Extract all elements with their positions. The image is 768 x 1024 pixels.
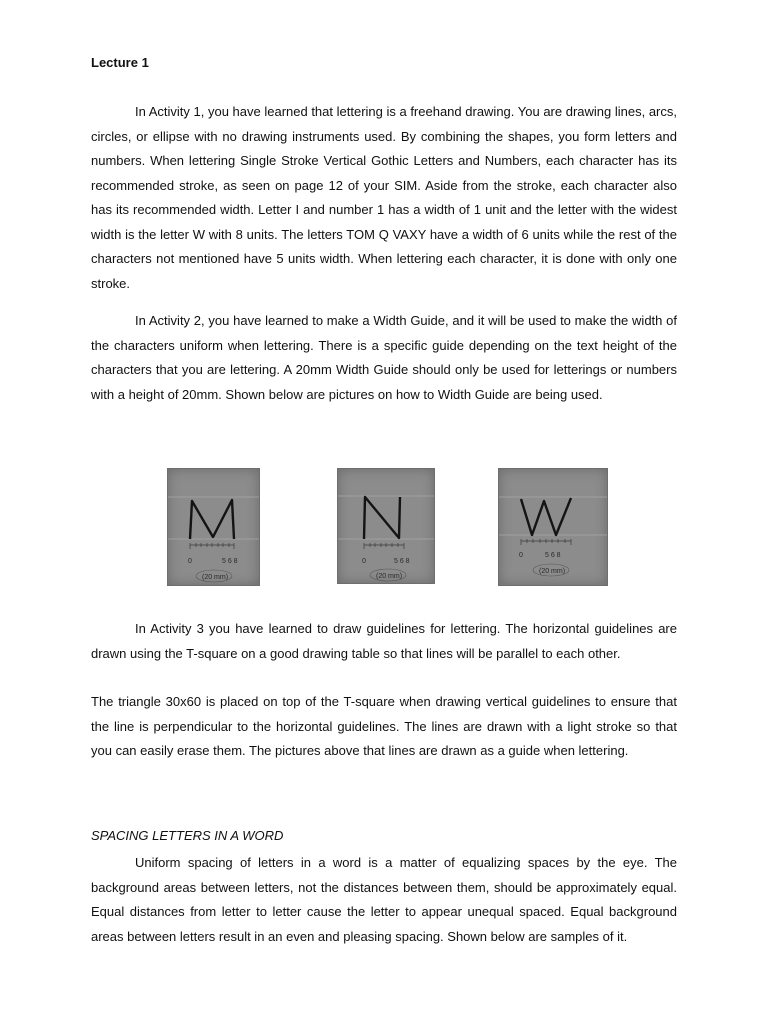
guide-label-n: (20 mm) [376,573,403,580]
letter-w-drawing [499,469,607,585]
svg-text:5 6 8: 5 6 8 [545,552,561,559]
svg-text:0: 0 [519,552,523,559]
photo-letter-w [498,468,608,586]
letter-n-drawing [338,469,434,583]
guide-label-w: (20 mm) [539,568,566,575]
paragraph-spacing: Uniform spacing of letters in a word is a matter of equalizing spaces by the eye. The background areas between letters, not the distances between them, should be approximately equal. Equal distances from letter to letter cause the letter to appear unequal spaced. Equal background areas between letters result in an even and pleasing spacing. Shown below are samples of it. [91,855,677,944]
paragraph-activity-3: In Activity 3 you have learned to draw guidelines for lettering. The horizontal guidelines are drawn using the T-square on a good drawing table so that lines will be parallel to each other. [91,621,677,661]
photo-letter-n [337,468,435,584]
svg-text:0: 0 [362,558,366,565]
paragraph-activity-1: In Activity 1, you have learned that lettering is a freehand drawing. You are drawing lines, arcs, circles, or ellipse with no drawing instruments used. By combining the shapes, you form letters and numbers. When lettering Single Stroke Vertical Gothic Letters and Numbers, each character has its recommended stroke, as seen on page 12 of your SIM. Aside from the stroke, each character also has its recommended width. Letter I and number 1 has a width of 1 unit and the letter with the widest width is the letter W with 8 units. The letters TOM Q VAXY have a width of 6 units while the rest of the characters not mentioned have 5 units width. When lettering each character, it is done with only one stroke. [91,104,677,291]
svg-text:5 6 8: 5 6 8 [222,558,238,565]
paragraph-triangle: The triangle 30x60 is placed on top of the T-square when drawing vertical guidelines to ensure that the line is perpendicular to the horizontal guidelines. The lines are drawn with a light stroke so that you can easily erase them. The pictures above that lines are drawn as a guide when lettering. [91,694,677,758]
guide-label-m: (20 mm) [202,574,229,581]
svg-text:0: 0 [188,558,192,565]
letter-m-drawing [168,469,259,585]
section-heading-spacing: SPACING LETTERS IN A WORD [91,828,284,843]
photo-letter-m [167,468,260,586]
svg-text:5 6 8: 5 6 8 [394,558,410,565]
paragraph-activity-2: In Activity 2, you have learned to make a Width Guide, and it will be used to make the width of the characters uniform when lettering. There is a specific guide depending on the text height of the characters that you are lettering. A 20mm Width Guide should only be used for letterings or numbers with a height of 20mm. Shown below are pictures on how to Width Guide are being used. [91,313,677,402]
document-title: Lecture 1 [91,55,149,70]
